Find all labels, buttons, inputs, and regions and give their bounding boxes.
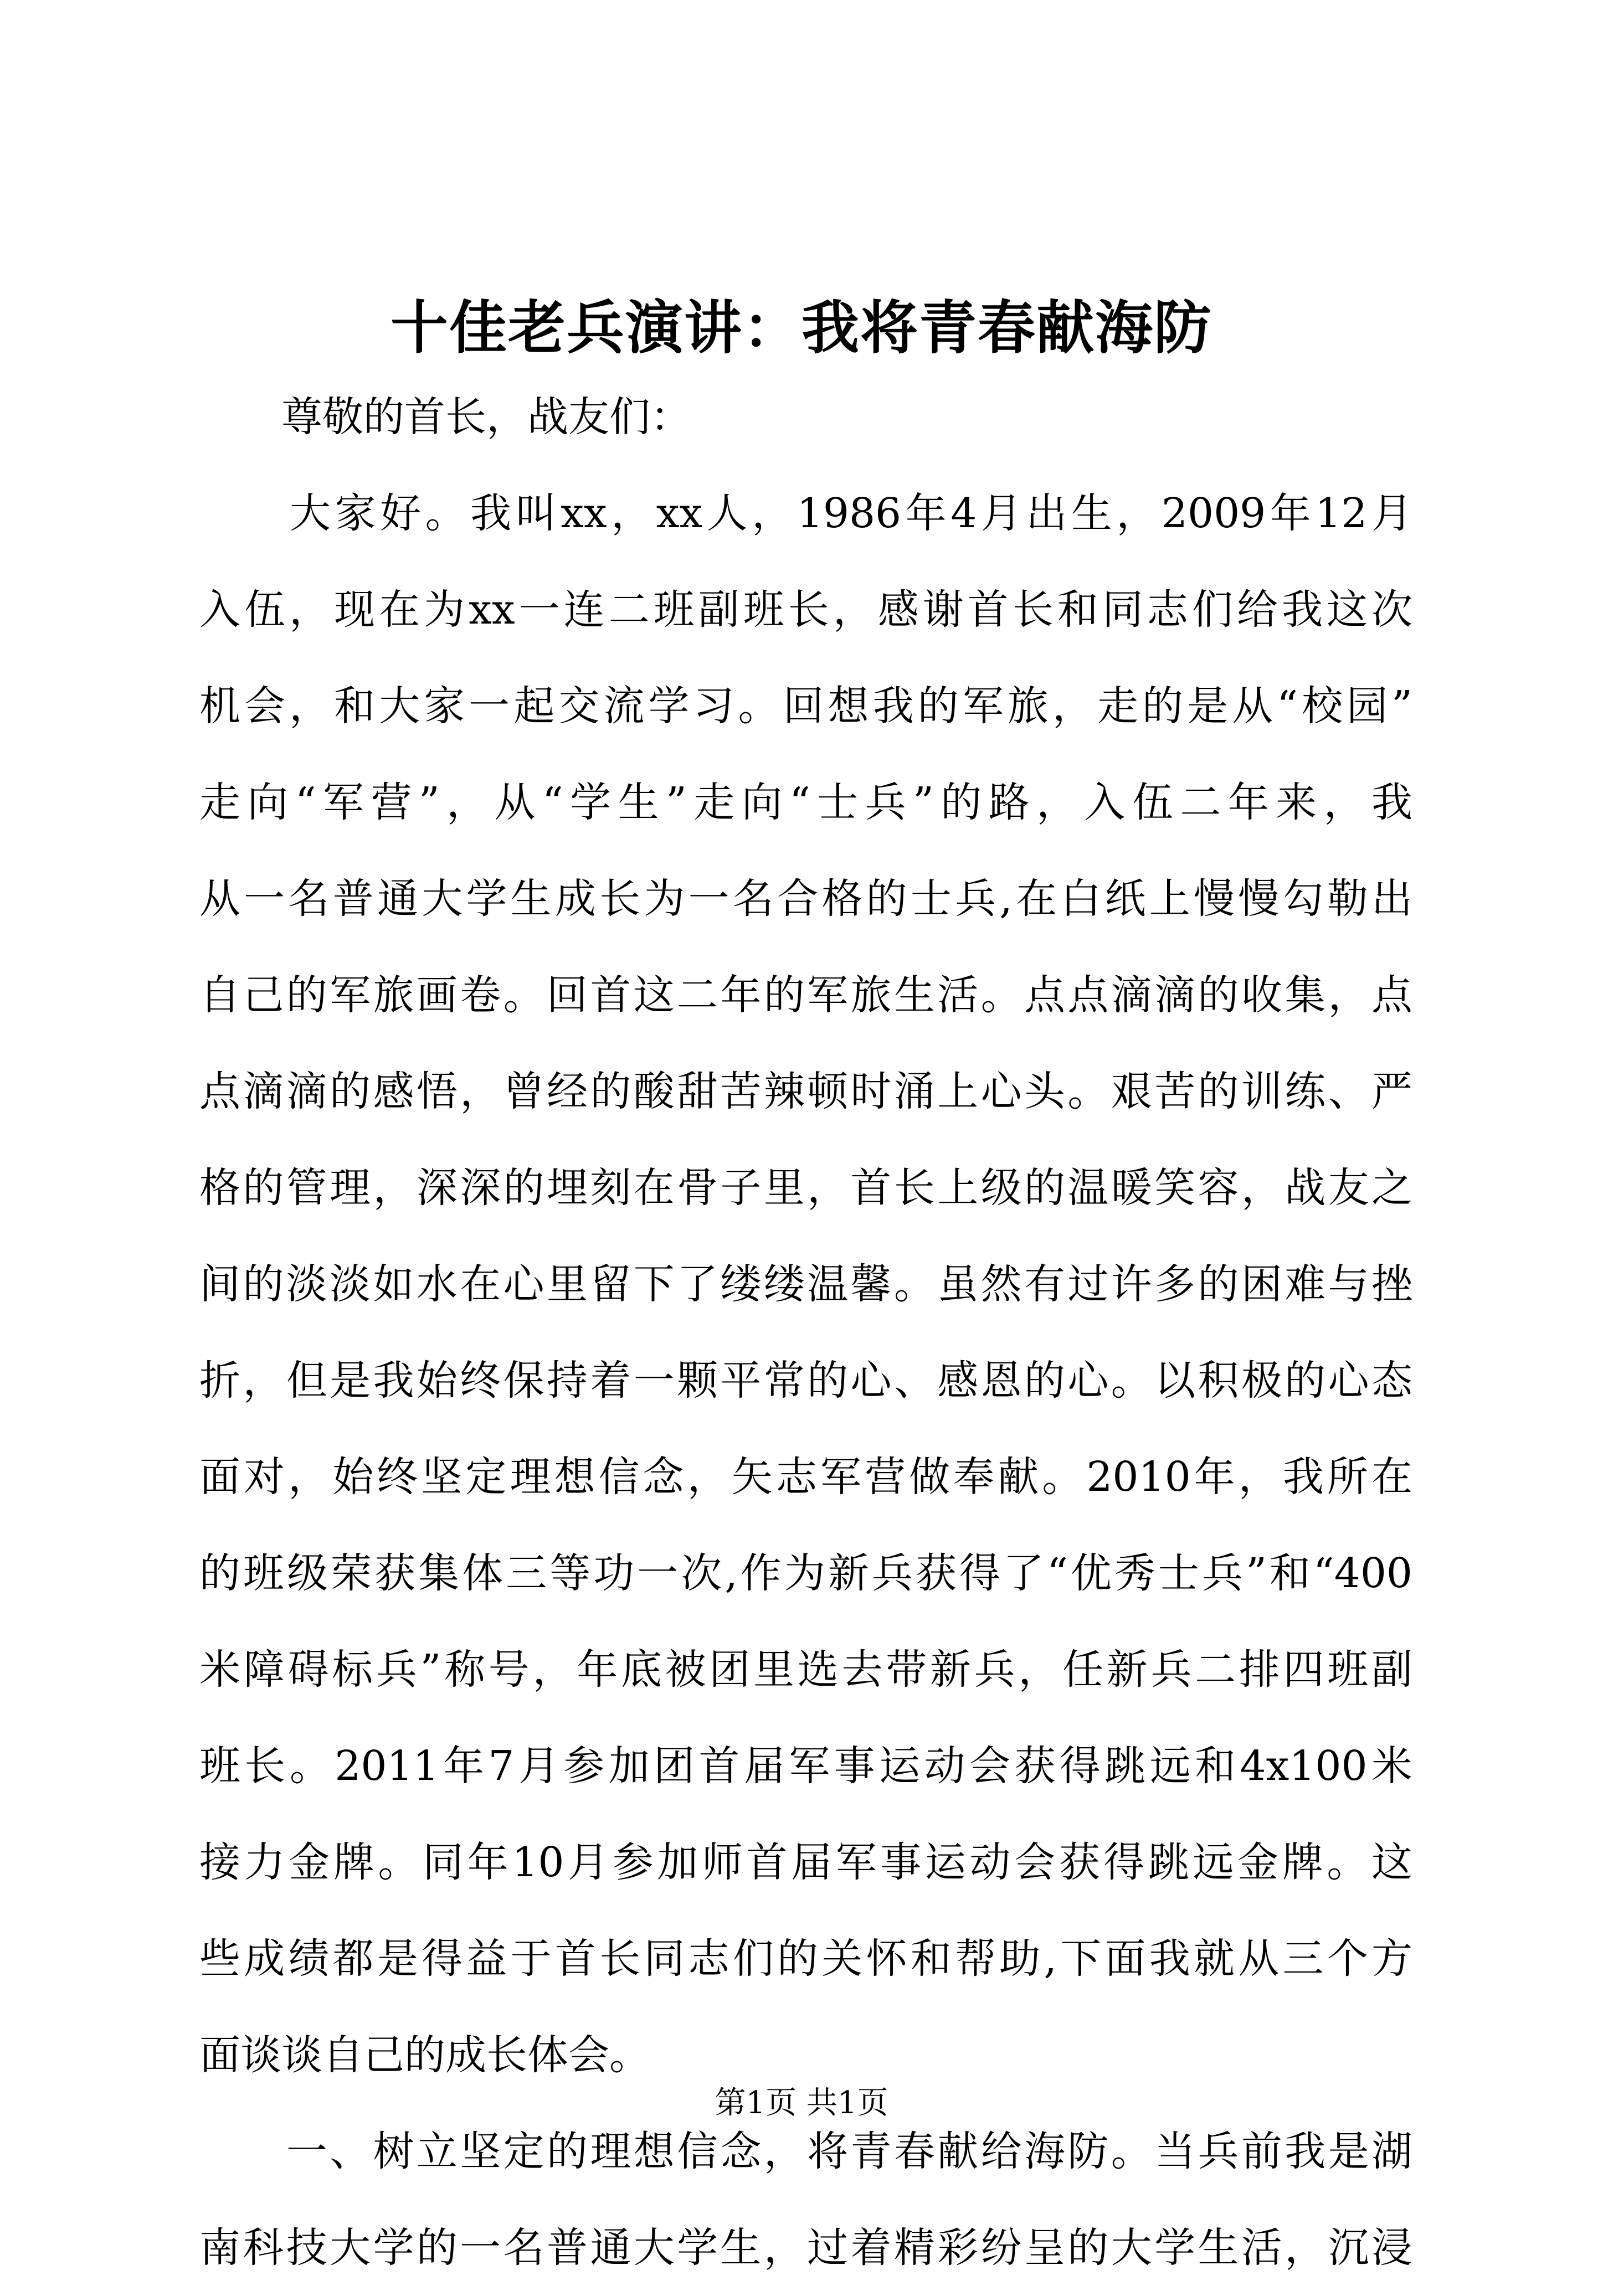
text-line: 间的淡淡如水在心里留下了缕缕温馨。虽然有过许多的困难与挫 (199, 1260, 1412, 1308)
text-line: 班长。2011年7月参加团首届军事运动会获得跳远和4x100米 (199, 1742, 1412, 1790)
text-line: 南科技大学的一名普通大学生，过着精彩纷呈的大学生活，沉浸 (199, 2224, 1412, 2272)
text-line: 一、树立坚定的理想信念，将青春献给海防。当兵前我是湖 (199, 2128, 1412, 2175)
text-line: 面谈谈自己的成长体会。 (199, 2031, 650, 2079)
text-line: 些成绩都是得益于首长同志们的关怀和帮助,下面我就从三个方 (199, 1935, 1412, 1983)
text-line: 米障碍标兵”称号，年底被团里选去带新兵，任新兵二排四班副 (199, 1646, 1412, 1693)
text-line: 面对，始终坚定理想信念，矢志军营做奉献。2010年，我所在 (199, 1453, 1412, 1501)
text-line: 自己的军旅画卷。回首这二年的军旅生活。点点滴滴的收集，点 (199, 971, 1412, 1019)
text-line: 尊敬的首长，战友们： (199, 393, 691, 441)
text-line: 点滴滴的感悟，曾经的酸甜苦辣顿时涌上心头。艰苦的训练、严 (199, 1068, 1412, 1115)
text-line: 格的管理，深深的埋刻在骨子里，首长上级的温暖笑容，战友之 (199, 1164, 1412, 1212)
document-body (199, 369, 1412, 2296)
text-line: 机会，和大家一起交流学习。回想我的军旅，走的是从“校园” (199, 682, 1412, 730)
page-footer: 第1页 共1页 (715, 2085, 888, 2121)
text-line: 走向“军营”，从“学生”走向“士兵”的路，入伍二年来，我 (199, 779, 1412, 826)
text-line: 大家好。我叫xx，xx人，1986年4月出生，2009年12月 (199, 490, 1412, 537)
text-line: 从一名普通大学生成长为一名合格的士兵,在白纸上慢慢勾勒出 (199, 875, 1412, 923)
text-line: 接力金牌。同年10月参加师首届军事运动会获得跳远金牌。这 (199, 1839, 1412, 1886)
text-line: 的班级荣获集体三等功一次,作为新兵获得了“优秀士兵”和“400 (199, 1549, 1412, 1597)
text-line: 入伍，现在为xx一连二班副班长，感谢首长和同志们给我这次 (199, 586, 1412, 634)
text-line: 折，但是我始终保持着一颗平常的心、感恩的心。以积极的心态 (199, 1357, 1412, 1404)
document-title: 十佳老兵演讲：我将青春献海防 (390, 294, 1212, 362)
